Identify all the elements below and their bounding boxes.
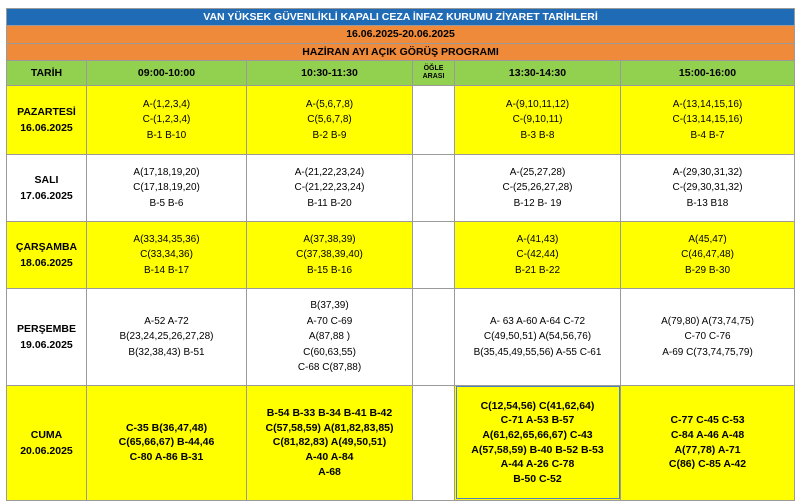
slot-line: C-84 A-46 A-48 [670,429,745,442]
lunch-break-cell[interactable] [413,154,455,221]
slot-line: A-70 C-69 [306,315,353,327]
slot-cell[interactable] [621,385,795,500]
slot-line: A(17,18,19,20) [133,166,200,178]
slot-line: B-12 B- 19 [513,197,562,209]
slot-cell[interactable] [247,385,413,500]
day-name: SALI [34,173,59,186]
slot-cell[interactable] [87,288,247,385]
header-lunch-break[interactable] [413,60,455,85]
slot-line: C(37,38,39,40) [296,249,363,261]
slot-line: B(35,45,49,55,56) A-55 C-61 [473,346,602,358]
day-date: 16.06.2025 [20,121,73,134]
slot-line: C(49,50,51) A(54,56,76) [483,331,592,343]
break-line2: ARASI [422,72,445,80]
slot-cell[interactable] [247,85,413,154]
slot-line: C(33,34,36) [140,249,193,261]
slot-line: C(81,82,83) A(49,50,51) [272,436,387,449]
slot-line: C-(13,14,15,16) [672,114,743,126]
selected-slot-cell[interactable] [455,385,621,500]
slot-line: A(77,78) A-71 [674,443,741,456]
slot-line: B-13 B18 [686,197,729,209]
slot-line: C-(21,22,23,24) [294,182,365,194]
day-name: ÇARŞAMBA [15,240,78,253]
slot-line: C-(25,26,27,28) [502,182,573,194]
slot-cell[interactable] [455,221,621,288]
day-name: CUMA [30,428,63,441]
slot-cell[interactable] [247,221,413,288]
row-monday [7,85,795,154]
slot-cell[interactable] [455,85,621,154]
slot-line: C-(29,30,31,32) [672,182,743,194]
header-slot-1330[interactable]: 13:30-14:30 [455,60,621,85]
slot-cell[interactable] [455,154,621,221]
day-date: 17.06.2025 [20,189,73,202]
slot-line: A-68 [318,465,341,478]
slot-line: A(79,80) A(73,74,75) [661,315,754,327]
slot-line: A(45,47) [688,233,727,245]
header-slot-1030[interactable]: 10:30-11:30 [247,60,413,85]
visit-schedule-table [6,8,795,501]
header-date[interactable]: TARİH [7,60,87,85]
slot-cell[interactable] [621,154,795,221]
lunch-break-cell[interactable] [413,385,455,500]
slot-line: C-35 B(36,47,48) [125,421,208,434]
row-thursday [7,288,795,385]
slot-cell[interactable] [87,221,247,288]
slot-line: A-(21,22,23,24) [294,166,365,178]
day-cell-friday[interactable] [7,385,87,500]
day-cell-thursday[interactable] [7,288,87,385]
day-name: PAZARTESİ [17,105,76,118]
slot-line: A-(29,30,31,32) [672,166,743,178]
row-friday [7,385,795,500]
slot-line: C(57,58,59) A(81,82,83,85) [265,421,394,434]
slot-line: A-(5,6,7,8) [305,98,354,110]
slot-line: C-(42,44) [516,249,559,261]
slot-line: C(12,54,56) C(41,62,64) [480,399,595,412]
slot-line: B-15 B-16 [306,264,353,276]
slot-line: A(61,62,65,66,67) C-43 [482,429,593,442]
slot-line: A-52 A-72 [144,315,189,327]
slot-line: B-54 B-33 B-34 B-41 B-42 [266,407,393,420]
slot-line: B(37,39) [310,300,349,312]
slot-line: A(37,38,39) [303,233,356,245]
slot-line: B-3 B-8 [520,129,555,141]
day-name: PERŞEMBE [17,322,76,335]
slot-line: A(33,34,35,36) [133,233,200,245]
slot-line: B-21 B-22 [514,264,561,276]
slot-line: B-1 B-10 [146,129,187,141]
day-cell-tuesday[interactable] [7,154,87,221]
slot-line: C(5,6,7,8) [307,114,352,126]
slot-cell[interactable] [621,85,795,154]
slot-line: B(32,38,43) B-51 [128,346,205,358]
dates-row [7,26,795,43]
title-row [7,9,795,26]
program-title[interactable]: HAZİRAN AYI AÇIK GÖRÜŞ PROGRAMI [7,43,795,60]
slot-line: A-40 A-84 [305,451,354,464]
slot-cell[interactable] [621,221,795,288]
slot-line: C-(1,2,3,4) [142,114,191,126]
slot-line: C(60,63,55) [303,346,356,358]
slot-line: A(87,88 ) [308,331,351,343]
row-wednesday [7,221,795,288]
slot-line: B-4 B-7 [690,129,725,141]
lunch-break-cell[interactable] [413,221,455,288]
lunch-break-cell[interactable] [413,288,455,385]
slot-cell[interactable] [247,154,413,221]
header-slot-0900[interactable]: 09:00-10:00 [87,60,247,85]
day-cell-monday[interactable] [7,85,87,154]
slot-line: C-71 A-53 B-57 [500,414,575,427]
program-row [7,43,795,60]
slot-line: A-(13,14,15,16) [672,98,743,110]
slot-line: C(65,66,67) B-44,46 [118,436,215,449]
slot-line: C(46,47,48) [681,249,734,261]
slot-line: B-29 B-30 [684,264,731,276]
slot-line: B(23,24,25,26,27,28) [119,331,214,343]
day-date: 20.06.2025 [20,444,73,457]
slot-line: B-2 B-9 [312,129,347,141]
slot-line: B-11 B-20 [307,197,352,209]
header-row [7,60,795,85]
slot-line: A-(1,2,3,4) [142,98,191,110]
main-title[interactable]: VAN YÜKSEK GÜVENLİKLİ KAPALI CEZA İNFAZ KURUMU ZİYARET TARİHLERİ [7,9,795,26]
day-date: 18.06.2025 [20,256,73,269]
slot-line: B-14 B-17 [143,264,190,276]
slot-line: B-5 B-6 [149,197,184,209]
slot-line: A-(41,43) [516,233,559,245]
slot-cell[interactable] [87,385,247,500]
slot-line: A(57,58,59) B-40 B-52 B-53 [471,443,604,456]
header-slot-1500[interactable]: 15:00-16:00 [621,60,795,85]
slot-cell[interactable] [455,288,621,385]
row-tuesday [7,154,795,221]
slot-line: C-(9,10,11) [512,114,563,126]
slot-line: A-(9,10,11,12) [505,98,570,110]
date-range-title[interactable]: 16.06.2025-20.06.2025 [7,26,795,43]
break-line1: ÖĞLE [423,64,444,72]
lunch-break-cell[interactable] [413,85,455,154]
slot-cell[interactable] [621,288,795,385]
day-cell-wednesday[interactable] [7,221,87,288]
slot-cell[interactable] [247,288,413,385]
slot-line: A-69 C(73,74,75,79) [662,346,753,358]
slot-line: C(17,18,19,20) [133,182,200,194]
slot-line: B-50 C-52 [513,473,562,486]
slot-cell[interactable] [87,85,247,154]
slot-cell[interactable] [87,154,247,221]
slot-line: A-(25,27,28) [509,166,566,178]
day-date: 19.06.2025 [20,338,73,351]
slot-line: A-44 A-26 C-78 [500,458,575,471]
slot-line: C-80 A-86 B-31 [129,451,204,464]
slot-line: C-70 C-76 [684,331,731,343]
slot-line: C-77 C-45 C-53 [670,414,745,427]
slot-line: A- 63 A-60 A-64 C-72 [489,315,586,327]
slot-line: C(86) C-85 A-42 [668,458,747,471]
slot-line: C-68 C(87,88) [297,362,362,374]
